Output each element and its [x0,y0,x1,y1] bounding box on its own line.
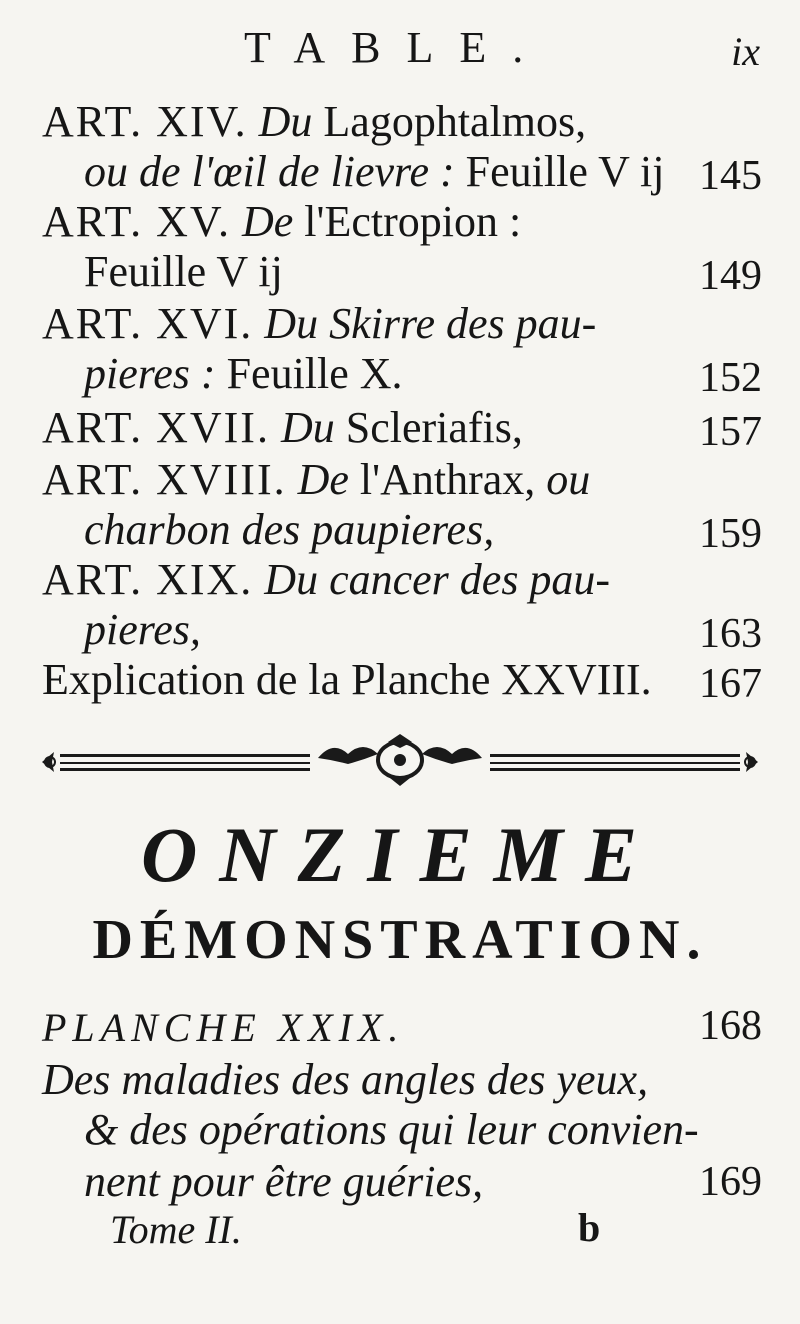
signature-mark: b [578,1205,601,1250]
entry-text: Scleriafis, [334,403,523,452]
toc-page-number: 168 [699,1003,762,1049]
article-number: ART. XV. [42,197,231,246]
toc-entry-xix-line2 [84,604,201,656]
entry-text: Feuille V ij [454,147,665,196]
entry-text: Explication de la Planche XXVIII. [42,655,652,704]
toc-entry-explication [42,654,652,706]
article-number: ART. XIV. [42,97,248,146]
entry-text: Lagophtalmos, [312,97,587,146]
toc-entry-xiv-line2 [84,146,665,198]
entry-title: ou de l'œil de lievre : [84,147,455,196]
entry-title: Du cancer des pau- [264,555,611,604]
article-number: ART. XVI. [42,299,254,348]
toc-entry-xv-line2 [84,246,283,298]
entry-title: Du Skirre des pau- [264,299,597,348]
toc-page-number: 159 [699,511,762,557]
toc-entry-xix-line1 [42,554,610,606]
article-number: ART. XVIII. [42,455,287,504]
toc-page-number: 169 [699,1159,762,1205]
toc-page-number: 163 [699,611,762,657]
toc-page-number: 145 [699,153,762,199]
description-line2: & des opérations qui leur convien- [84,1105,699,1154]
volume-label: Tome II. [110,1207,242,1252]
entry-title: charbon des paupieres, [84,505,495,554]
entry-text: Feuille X. [215,349,403,398]
entry-text: l'Anthrax, [348,455,536,504]
ornamental-divider [38,732,762,786]
toc-page-number: 149 [699,253,762,299]
section-subtitle: DÉMONSTRATION. [92,909,708,971]
entry-text: Feuille V ij [84,247,283,296]
entry-title: Du [258,97,313,146]
entry-title: De [297,455,349,504]
toc-entry-xviii-line2 [84,504,494,556]
planche-heading: PLANCHE XXIX. [42,1005,405,1050]
toc-page-number: 167 [699,661,762,707]
running-header-title: TABLE. [244,23,550,72]
article-number: ART. XVII. [42,403,270,452]
toc-entry-xvii-line1 [42,402,523,454]
toc-page-number: 157 [699,409,762,455]
toc-entry-xvi-line1 [42,298,596,350]
section-title: ONZIEME [140,811,660,898]
toc-entry-xviii-line1 [42,454,590,506]
entry-title: Du [280,403,335,452]
description-line3: nent pour être guéries, [84,1157,484,1206]
toc-page-number: 152 [699,355,762,401]
page-number: ix [731,29,760,74]
entry-title: pieres, [84,605,201,654]
description-line1: Des maladies des angles des yeux, [42,1055,649,1104]
entry-title: De [241,197,294,246]
article-number: ART. XIX. [42,555,254,604]
toc-entry-xv-line1 [42,196,521,248]
entry-title: pieres : [84,349,216,398]
entry-text: l'Ectropion : [293,197,522,246]
toc-entry-xiv-line1 [42,96,586,148]
entry-title: ou [535,455,591,504]
toc-entry-xvi-line2 [84,348,403,400]
